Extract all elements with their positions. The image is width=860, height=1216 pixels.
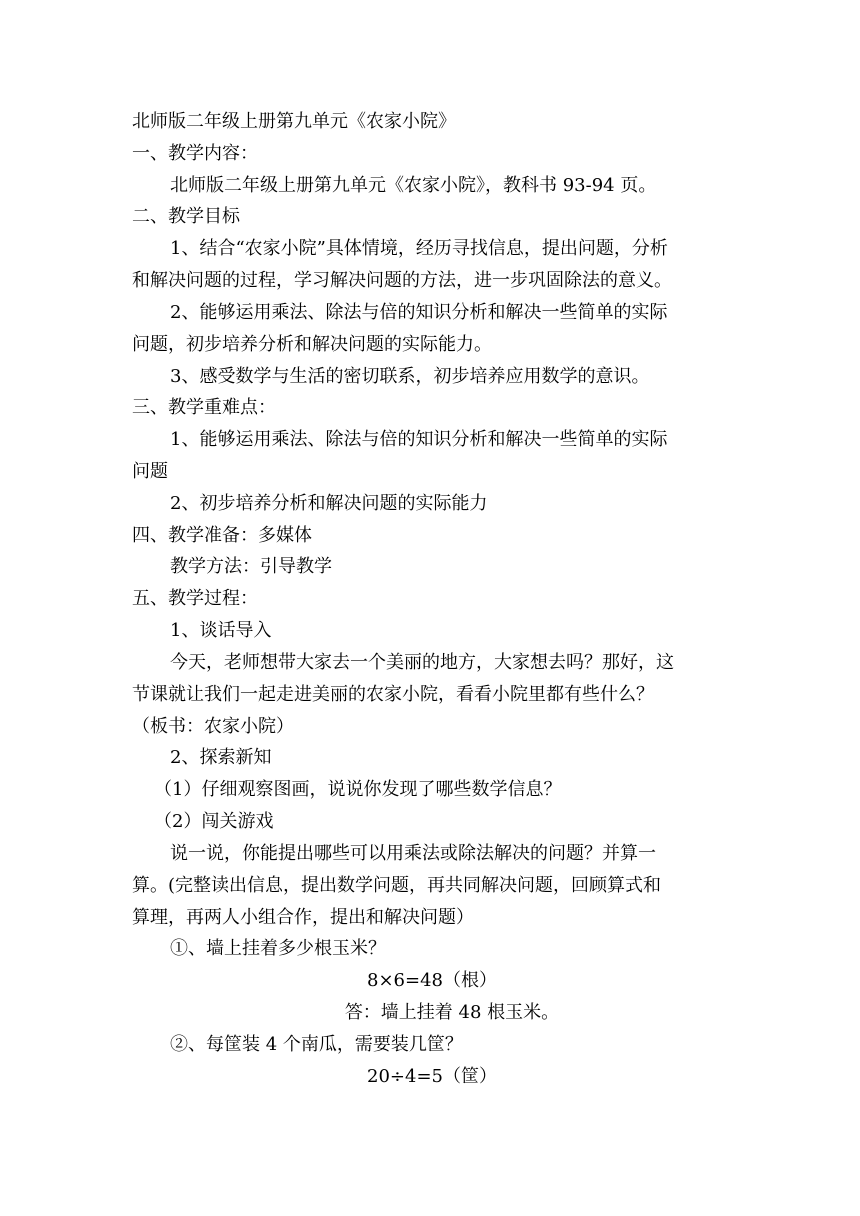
- key-point-1-line-2: 问题: [132, 461, 168, 482]
- section-heading-content: 一、教学内容：: [132, 143, 258, 164]
- content-text: 北师版二年级上册第九单元《农家小院》，教科书 93-94 页。: [170, 175, 657, 196]
- game-line-2: 算。(完整读出信息，提出数学问题，再共同解决问题，回顾算式和: [132, 875, 662, 896]
- question-2-formula: 20÷4=5（筐）: [367, 1066, 497, 1087]
- question-2: ②、每筐装 4 个南瓜，需要装几筐？: [170, 1034, 463, 1055]
- section-heading-preparation: 四、教学准备：多媒体: [132, 525, 312, 546]
- question-1-formula: 8×6=48（根）: [367, 970, 497, 991]
- section-heading-key-points: 三、教学重难点：: [132, 397, 276, 418]
- game-line-3: 算理，再两人小组合作，提出和解决问题）: [132, 907, 474, 928]
- step-1-heading: 1、谈话导入: [170, 620, 272, 641]
- doc-title: 北师版二年级上册第九单元《农家小院》: [132, 111, 456, 132]
- question-1: ①、墙上挂着多少根玉米？: [170, 938, 386, 959]
- intro-line-3: （板书：农家小院）: [132, 716, 294, 737]
- intro-line-2: 节课就让我们一起走进美丽的农家小院，看看小院里都有些什么？: [132, 684, 654, 705]
- key-point-2: 2、初步培养分析和解决问题的实际能力: [170, 493, 488, 514]
- goal-1-line-2: 和解决问题的过程，学习解决问题的方法，进一步巩固除法的意义。: [132, 270, 672, 291]
- section-heading-goals: 二、教学目标: [132, 206, 240, 227]
- sub-step-1: （1）仔细观察图画，说说你发现了哪些数学信息？: [154, 779, 562, 800]
- intro-line-1: 今天，老师想带大家去一个美丽的地方，大家想去吗？那好，这: [170, 652, 674, 673]
- goal-2-line-1: 2、能够运用乘法、除法与倍的知识分析和解决一些简单的实际: [170, 302, 668, 323]
- game-line-1: 说一说，你能提出哪些可以用乘法或除法解决的问题？并算一: [170, 843, 656, 864]
- question-1-answer: 答：墙上挂着 48 根玉米。: [344, 1002, 560, 1023]
- goal-2-line-2: 问题，初步培养分析和解决问题的实际能力。: [132, 334, 492, 355]
- key-point-1-line-1: 1、能够运用乘法、除法与倍的知识分析和解决一些简单的实际: [170, 429, 668, 450]
- section-heading-process: 五、教学过程：: [132, 588, 258, 609]
- goal-3: 3、感受数学与生活的密切联系，初步培养应用数学的意识。: [170, 366, 650, 387]
- goal-1-line-1: 1、结合“农家小院”具体情境，经历寻找信息，提出问题，分析: [170, 238, 668, 259]
- sub-step-2: （2）闯关游戏: [154, 811, 274, 832]
- step-2-heading: 2、探索新知: [170, 747, 272, 768]
- teaching-method: 教学方法：引导教学: [170, 556, 332, 577]
